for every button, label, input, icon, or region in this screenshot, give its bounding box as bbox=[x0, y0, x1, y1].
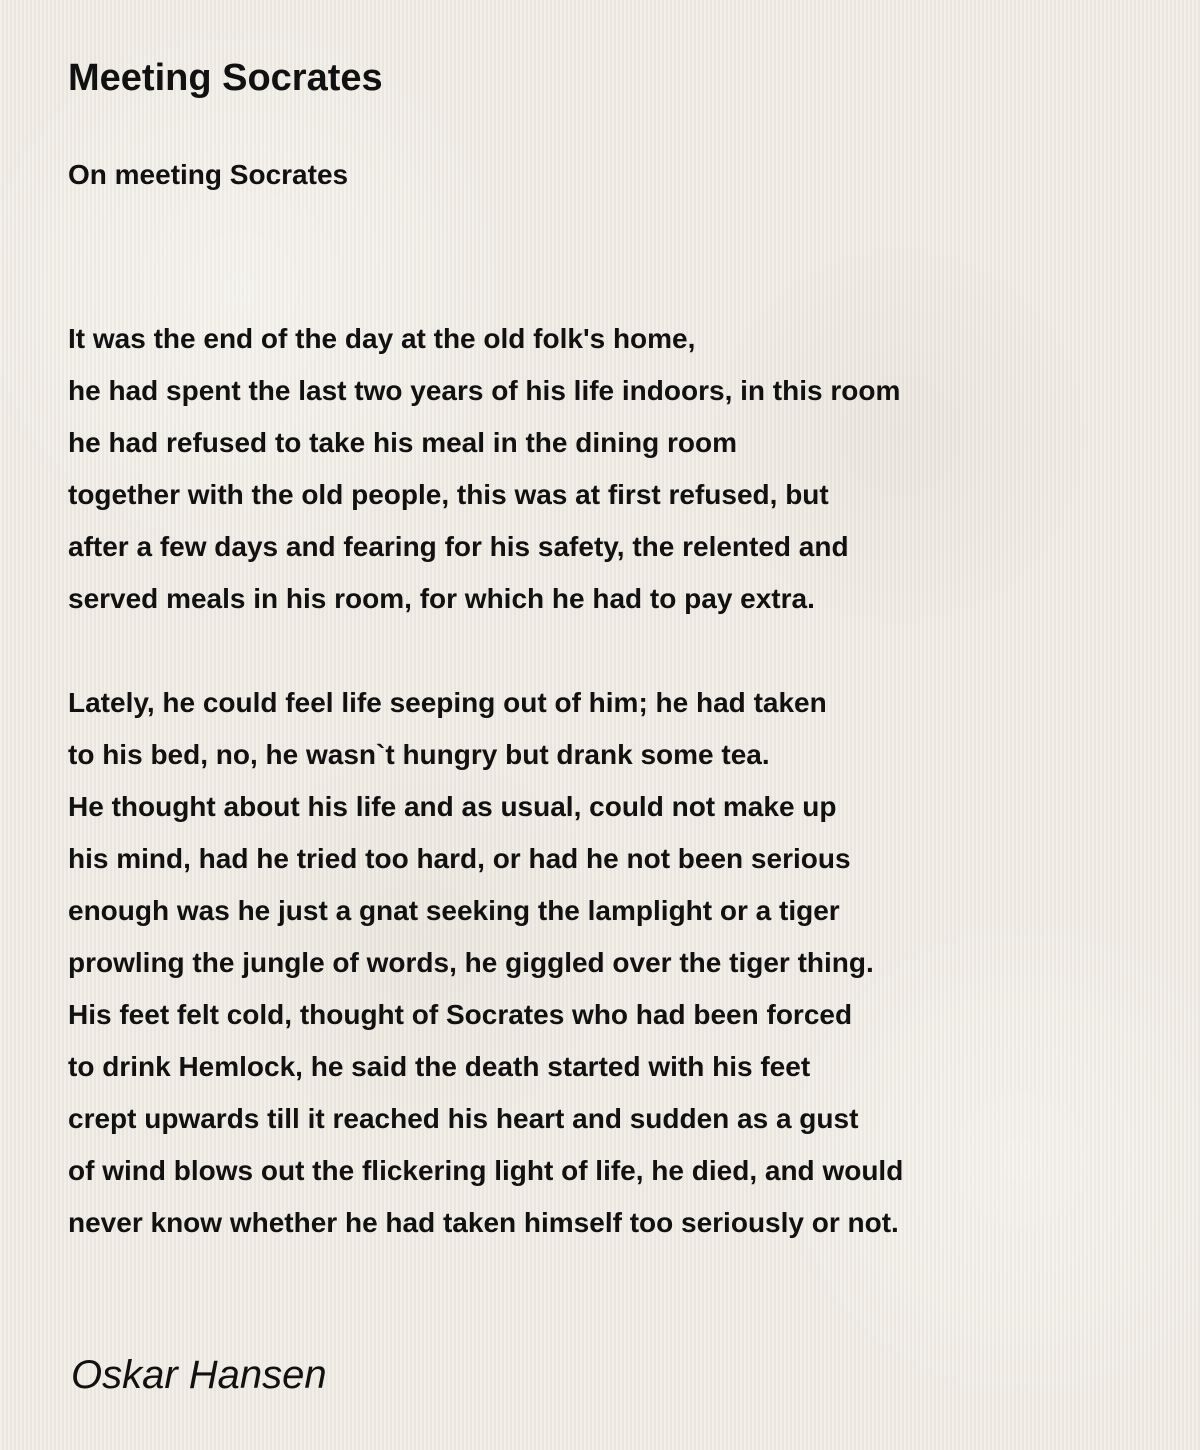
poem-line: It was the end of the day at the old folk's home, bbox=[68, 323, 696, 354]
poem-author: Oskar Hansen bbox=[71, 1353, 327, 1397]
poem-line: He thought about his life and as usual, could not make up bbox=[68, 791, 837, 822]
poem-line: after a few days and fearing for his safety, the relented and bbox=[68, 531, 849, 562]
poem-line: to drink Hemlock, he said the death started with his feet bbox=[68, 1051, 811, 1082]
poem-line: of wind blows out the flickering light of life, he died, and would bbox=[68, 1155, 904, 1186]
poem-line: he had refused to take his meal in the dining room bbox=[68, 427, 737, 458]
poem-line: his mind, had he tried too hard, or had he not been serious bbox=[68, 843, 851, 874]
poem-line: Lately, he could feel life seeping out of him; he had taken bbox=[68, 687, 827, 718]
poem-stanza-2 bbox=[68, 677, 903, 1249]
poem-line: he had spent the last two years of his life indoors, in this room bbox=[68, 375, 901, 406]
poem-stanza-1 bbox=[68, 313, 900, 625]
poem-line: together with the old people, this was at first refused, but bbox=[68, 479, 829, 510]
poem-line: enough was he just a gnat seeking the lamplight or a tiger bbox=[68, 895, 840, 926]
poem-line: served meals in his room, for which he had to pay extra. bbox=[68, 583, 815, 614]
poem-line: crept upwards till it reached his heart and sudden as a gust bbox=[68, 1103, 859, 1134]
poem-title: Meeting Socrates bbox=[68, 57, 383, 99]
poem-page bbox=[68, 0, 1148, 1450]
poem-line: prowling the jungle of words, he giggled over the tiger thing. bbox=[68, 947, 874, 978]
poem-line: to his bed, no, he wasn`t hungry but drank some tea. bbox=[68, 739, 770, 770]
poem-subtitle: On meeting Socrates bbox=[68, 159, 349, 190]
poem-line: His feet felt cold, thought of Socrates who had been forced bbox=[68, 999, 853, 1030]
poem-line: never know whether he had taken himself too seriously or not. bbox=[68, 1207, 899, 1238]
